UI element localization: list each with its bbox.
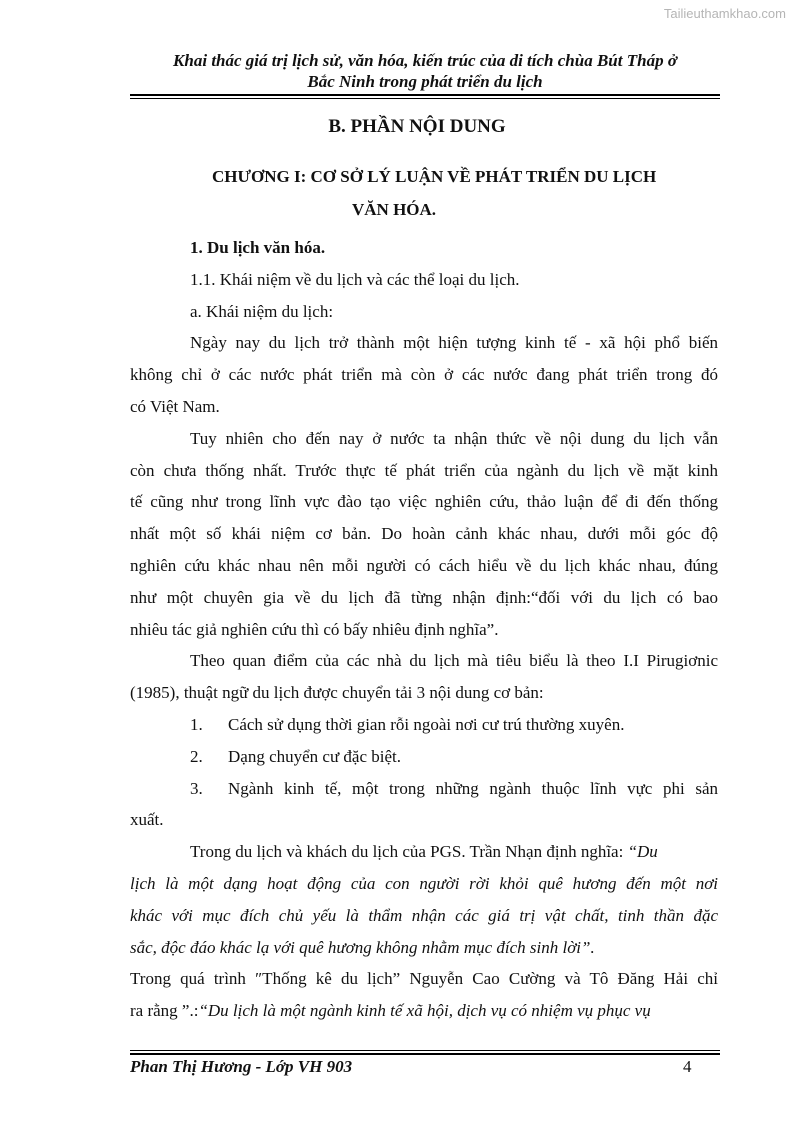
footer-rule <box>130 1053 720 1055</box>
list-item-number: 1. <box>190 714 203 734</box>
list-item <box>130 741 718 773</box>
header-rule <box>130 94 720 96</box>
list-item <box>130 773 718 805</box>
list-item-text: Cách sử dụng thời gian rỗi ngoài nơi cư trú thường xuyên. <box>228 714 625 734</box>
list-item-number: 2. <box>190 746 203 766</box>
quote-text: “Du lịch là một ngành kinh tế xã hội, dịch vụ có nhiệm vụ phục vụ <box>198 1001 651 1021</box>
running-header <box>130 50 720 92</box>
section-heading-a: a. Khái niệm du lịch: <box>190 301 334 321</box>
definition-lead: Trong du lịch và khách du lịch của PGS. Trần Nhạn định nghĩa: <box>190 842 628 862</box>
paragraph-line: nghiên cứu khác nhau nên mỗi người có cách hiểu về du lịch khác nhau, đúng <box>130 555 718 575</box>
definition-quote-line: sắc, độc đáo khác lạ với quê hương không nhằm mục đích sinh lời”. <box>130 937 595 957</box>
paragraph-line: Trong quá trình ″Thống kê du lịch” Nguyễn Cao Cường và Tô Đăng Hải chỉ <box>130 969 718 989</box>
paragraph-line: có Việt Nam. <box>130 396 220 416</box>
header-line-1: Khai thác giá trị lịch sử, văn hóa, kiến trúc của di tích chùa Bút Tháp ở <box>173 51 677 70</box>
paragraph-line: tế cũng như trong lĩnh vực đào tạo việc nghiên cứu, thảo luận để đi đến thống <box>130 492 718 512</box>
definition-quote-start: “Du <box>627 842 658 862</box>
paragraph-line: Ngày nay du lịch trở thành một hiện tượng kinh tế - xã hội phổ biến <box>190 333 718 353</box>
footer-author: Phan Thị Hương - Lớp VH 903 <box>130 1057 353 1076</box>
paragraph-line: không chỉ ở các nước phát triển mà còn ở các nước đang phát triển trong đó <box>130 365 718 385</box>
paragraph-line <box>130 836 718 868</box>
paragraph-line: (1985), thuật ngữ du lịch được chuyển tải 3 nội dung cơ bản: <box>130 683 544 703</box>
header-rule-thin <box>130 98 720 99</box>
quote-lead: ra rằng ”.: <box>130 1001 199 1021</box>
chapter-title-line-1: CHƯƠNG I: CƠ SỞ LÝ LUẬN VỀ PHÁT TRIỂN DU LỊCH <box>212 167 657 186</box>
body-text <box>130 232 718 1027</box>
list-item-text: Dạng chuyển cư đặc biệt. <box>228 746 402 766</box>
header-line-2: Bắc Ninh trong phát triển du lịch <box>307 72 543 91</box>
part-title: B. PHẦN NỘI DUNG <box>328 116 506 137</box>
page-number: 4 <box>683 1057 692 1076</box>
section-heading-1: 1. Du lịch văn hóa. <box>190 238 326 257</box>
definition-quote-line: lịch là một dạng hoạt động của con người rời khỏi quê hương đến một nơi <box>130 873 718 893</box>
list-item <box>130 709 718 741</box>
paragraph-line: còn chưa thống nhất. Trước thực tế phát triển của ngành du lịch về mặt kinh <box>130 460 718 480</box>
paragraph-line: nhất một số khái niệm cơ bản. Do hoàn cảnh khác nhau, dưới mỗi góc độ <box>130 524 718 544</box>
paragraph-line: như một chuyên gia về du lịch đã từng nhận định:“đối với du lịch có bao <box>130 587 718 607</box>
chapter-title-line-2: VĂN HÓA. <box>352 200 437 219</box>
section-heading-1-1: 1.1. Khái niệm về du lịch và các thể loại du lịch. <box>190 269 520 289</box>
paragraph-line: Tuy nhiên cho đến nay ở nước ta nhận thức về nội dung du lịch vẫn <box>190 428 718 448</box>
list-continuation: xuất. <box>130 810 164 830</box>
watermark: Tailieuthamkhao.com <box>663 6 786 21</box>
definition-quote-line: khác với mục đích chủ yếu là thẩm nhận các giá trị vật chất, tinh thần đặc <box>130 905 718 925</box>
paragraph-line <box>130 995 718 1027</box>
paragraph-line: nhiêu tác giả nghiên cứu thì có bấy nhiêu định nghĩa”. <box>130 619 499 639</box>
list-item-number: 3. <box>190 778 203 798</box>
footer-rule-thin <box>130 1050 720 1051</box>
list-item-text: Ngành kinh tế, một trong những ngành thuộc lĩnh vực phi sản <box>228 778 718 798</box>
paragraph-line: Theo quan điểm của các nhà du lịch mà tiêu biểu là theo I.I Pirugiơnic <box>190 651 718 671</box>
